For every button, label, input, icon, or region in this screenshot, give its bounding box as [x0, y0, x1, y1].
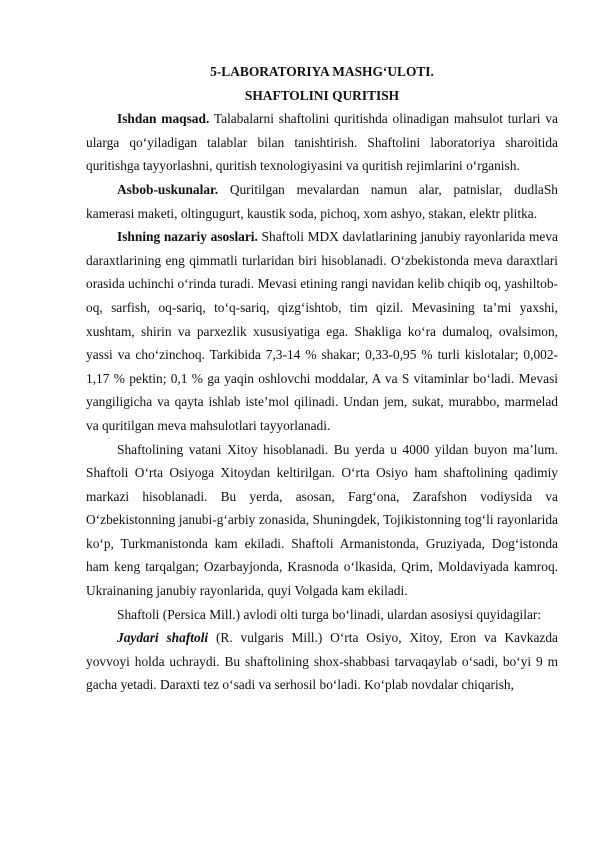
paragraph-theory: [86, 225, 558, 437]
paragraph-species-intro: [86, 603, 558, 627]
paragraph-equipment: [86, 178, 558, 225]
document-page: [86, 60, 558, 697]
paragraph-text: (R. vulgaris Mill.) O‘rta Osiyo, Xitoy, Eron va Kavkazda yovvoyi holda uchraydi. Bu shaftolining shox-shabbasi tarvaqaylab o‘sadi, bo‘yi 9 m gacha yetadi. Daraxti tez o‘sadi va serhosil bo‘ladi. Ko‘plab novdalar chiqarish,: [86, 630, 558, 693]
paragraph-origin: [86, 438, 558, 603]
paragraph-lead: Ishning nazariy asoslari.: [117, 229, 258, 245]
paragraph-purpose: [86, 107, 558, 178]
paragraph-text: Talabalarni shaftolini quritishda olinadigan mahsulot turlari va ularga qo‘yiladigan talablar bilan tanishtirish. Shaftolini laboratoriya sharoitida quritishga tayyorlashni, quritish texnologiyasini va quritish rejimlarini o‘rganish.: [86, 111, 558, 174]
paragraph-text: Shaftoli (Persica Mill.) avlodi olti turga bo‘linadi, ulardan asosiysi quyidagilar:: [117, 606, 542, 622]
paragraph-jaydari: [86, 626, 558, 697]
paragraph-text: Shaftolining vatani Xitoy hisoblanadi. Bu yerda u 4000 yildan buyon ma’lum. Shaftoli O‘rta Osiyoga Xitoydan keltirilgan. O‘rta Osiyo ham shaftolining qadimiy markazi hisoblanadi. Bu yerda, asosan, Farg‘ona, Zarafshon vodiysida va O‘zbekistonning janubi-g‘arbiy zonasida, Shuningdek, Tojikistonning tog‘li rayonlarida ko‘p, Turkmanistonda kam ekiladi. Shaftoli Armanistonda, Gruziyada, Dog‘istonda ham keng tarqalgan; Ozarbayjonda, Krasnoda o‘lkasida, Qrim, Moldaviyada kamroq. Ukrainaning janubiy rayonlarida, quyi Volgada kam ekiladi.: [86, 441, 558, 599]
paragraph-text: Shaftoli MDX davlatlarining janubiy rayonlarida meva daraxtlarining eng qimmatli turlaridan biri hisoblanadi. O‘zbekistonda meva daraxtlari orasida uchinchi o‘rinda turadi. Mevasi etining rangi navidan kelib chiqib oq, yashiltob-oq, sarfish, oq-sariq, to‘q-sariq, qizg‘ishtob, tim qizil. Mevasining ta’mi yaxshi, xushtam, shirin va parxezlik xususiyatiga ega. Shakliga ko‘ra dumaloq, ovalsimon, yassi va cho‘zinchoq. Tarkibida 7,3-14 % shakar; 0,33-0,95 % turli kislotalar; 0,002-1,17 % pektin; 0,1 % ga yaqin oshlovchi moddalar, A va S vitaminlar bo‘ladi. Mevasi yangiligicha va qayta ishlab iste’mol qilinadi. Undan jem, sukat, murabbo, marmelad va quritilgan meva mahsulotlari tayyorlanadi.: [86, 229, 558, 433]
document-subtitle: SHAFTOLINI QURITISH: [244, 87, 400, 103]
paragraph-lead: Ishdan maqsad.: [117, 111, 210, 127]
paragraph-lead: Asbob-uskunalar.: [117, 181, 219, 197]
paragraph-lead: Jaydari shaftoli: [117, 630, 209, 646]
paragraph-text: Quritilgan mevalardan namun alar, patnislar, dudlaSh kamerasi maketi, oltingugurt, kaustik soda, pichoq, xom ashyo, stakan, elektr plitka.: [86, 181, 558, 221]
document-title: 5-LABORATORIYA MASHG‘ULOTI.: [210, 64, 434, 79]
